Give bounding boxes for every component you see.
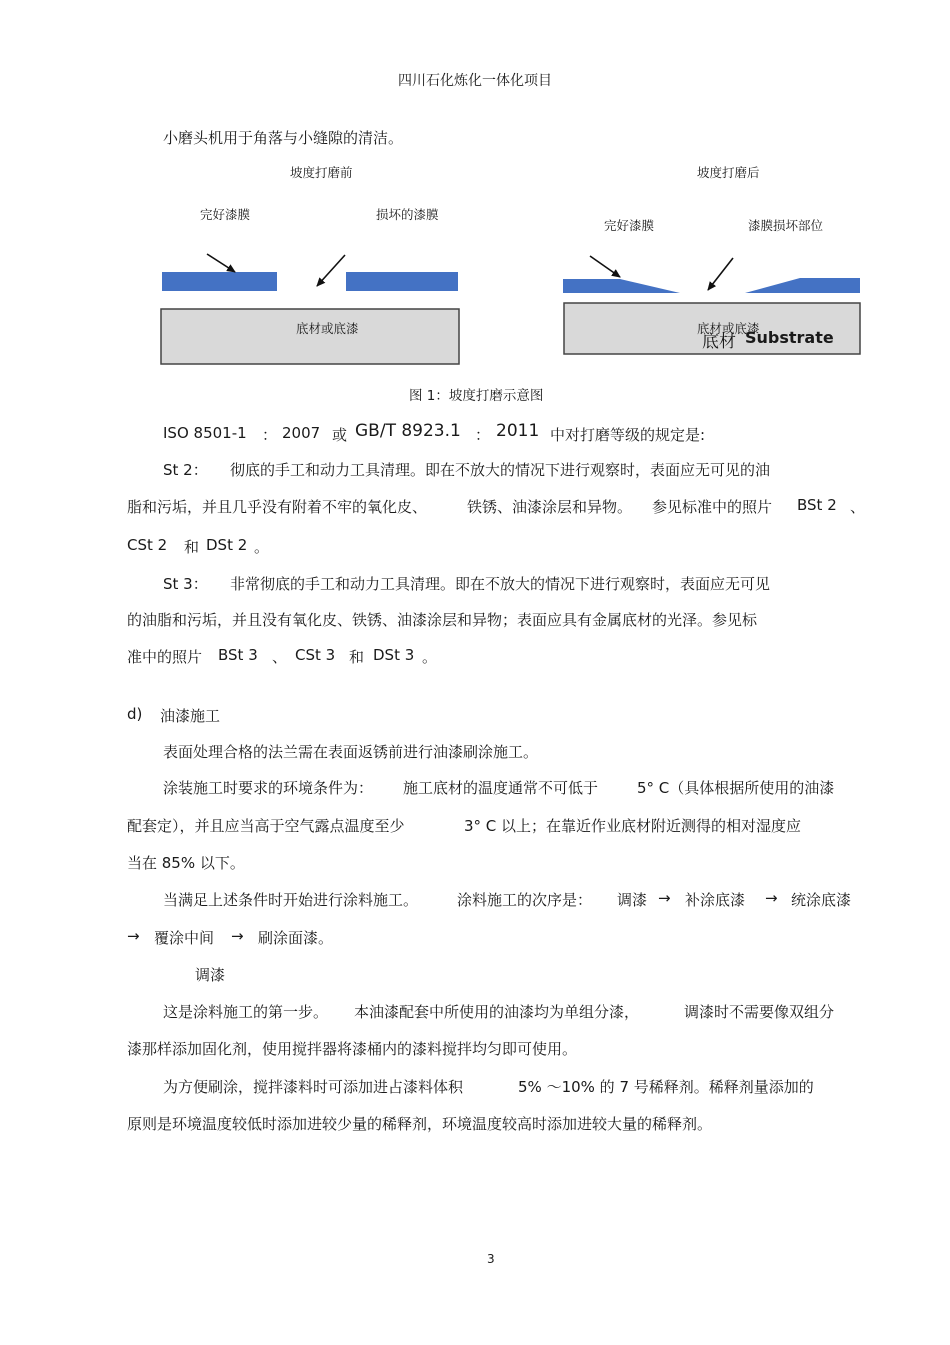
st2-period: 。: [254, 538, 270, 556]
st2-and: 和: [184, 538, 200, 556]
paragraph-4-a1: 这是涂料施工的第一步。: [163, 1003, 329, 1021]
paragraph-2-b2: 3° C 以上；在靠近作业底材附近测得的相对湿度应: [464, 817, 802, 835]
figure-right-substrate-label: 底材或底漆: [697, 321, 760, 336]
st2-ref-bst2: BSt 2: [797, 496, 837, 514]
section-d-title: 油漆施工: [160, 707, 221, 725]
arrow-bad-right: [708, 258, 733, 290]
st3-label: St 3：: [163, 575, 208, 593]
figure-right-label-bad: 漆膜损坏部位: [748, 218, 824, 233]
or-text: 或: [332, 426, 348, 444]
iso-year: 2007: [282, 424, 321, 442]
sequence-step-4: 覆涂中间: [154, 929, 215, 947]
st2-ref-dst2: DSt 2: [206, 536, 248, 554]
paragraph-2-c: 当在 85% 以下。: [127, 854, 245, 872]
st2-label: St 2：: [163, 461, 208, 479]
iso-standard-ref: ISO 8501-1: [163, 424, 247, 442]
figure-right-title: 坡度打磨后: [697, 165, 760, 180]
st2-text-2c: 参见标准中的照片: [652, 498, 773, 516]
sequence-step-1: 调漆: [617, 891, 648, 909]
paragraph-5-a2: 5% ～10% 的 7 号稀释剂。稀释剂量添加的: [518, 1078, 814, 1096]
sequence-step-3: 统涂底漆: [791, 891, 852, 909]
figure-left-substrate-label: 底材或底漆: [296, 321, 359, 336]
st3-text-2: 的油脂和污垢，并且没有氧化皮、铁锈、油漆涂层和异物；表面应具有金属底材的光泽。参见标: [127, 611, 758, 629]
st2-comma: 、: [850, 498, 866, 516]
st3-ref-dst3: DSt 3: [373, 646, 415, 664]
gb-colon: ：: [475, 426, 491, 444]
st2-text-2b: 铁锈、油漆涂层和异物。: [467, 498, 633, 516]
st3-and: 和: [349, 648, 365, 666]
paragraph-3-a1: 当满足上述条件时开始进行涂料施工。: [163, 891, 419, 909]
sequence-arrow-3: →: [127, 927, 140, 945]
paragraph-4-b: 漆那样添加固化剂，使用搅拌器将漆桶内的漆料搅拌均匀即可使用。: [127, 1040, 578, 1058]
arrow-good-right: [590, 256, 620, 277]
paragraph-2-a1: 涂装施工时要求的环境条件为：: [163, 779, 374, 797]
sequence-step-5: 刷涂面漆。: [258, 929, 334, 947]
figure-left-label-good: 完好漆膜: [200, 207, 251, 222]
figure-right-substrate-overlay-cn: 底材: [702, 332, 736, 352]
gb-standard-ref: GB/T 8923.1: [355, 421, 461, 441]
st3-text-1: 非常彻底的手工和动力工具清理。即在不放大的情况下进行观察时，表面应无可见: [230, 575, 771, 593]
paragraph-5-b: 原则是环境温度较低时添加进较少量的稀释剂，环境温度较高时添加进较大量的稀释剂。: [127, 1115, 713, 1133]
st3-period: 。: [422, 648, 438, 666]
st2-text-2a: 脂和污垢，并且几乎没有附着不牢的氧化皮、: [127, 498, 428, 516]
st3-ref-bst3: BSt 3: [218, 646, 258, 664]
paragraph-2-a3: 5° C（具体根据所使用的油漆: [637, 779, 835, 797]
section-d-label: d): [127, 705, 143, 723]
figure-left-title: 坡度打磨前: [290, 165, 353, 180]
iso-colon: ：: [262, 426, 278, 444]
figure-right-label-good: 完好漆膜: [604, 218, 655, 233]
paragraph-4-a3: 调漆时不需要像双组分: [684, 1003, 835, 1021]
paragraph-3-a2: 涂料施工的次序是：: [457, 891, 593, 909]
paragraph-1: 表面处理合格的法兰需在表面返锈前进行油漆刷涂施工。: [163, 743, 539, 761]
arrow-good-left: [207, 254, 235, 272]
sequence-arrow-1: →: [658, 889, 671, 907]
st3-ref-cst3: CSt 3: [295, 646, 336, 664]
intro-text: 小磨头机用于角落与小缝隙的清洁。: [163, 129, 404, 147]
sequence-step-2: 补涂底漆: [685, 891, 746, 909]
sequence-arrow-2: →: [765, 889, 778, 907]
sub-heading-mixing: 调漆: [195, 966, 226, 984]
figure-caption: 图 1：坡度打磨示意图: [409, 388, 544, 404]
figure-graphic: [0, 0, 950, 380]
page-number: 3: [487, 1252, 495, 1266]
figure-left-label-bad: 损坏的漆膜: [376, 207, 439, 222]
st3-text-3: 准中的照片: [127, 648, 203, 666]
paint-layer-good-left: [162, 272, 277, 291]
paint-layer-damaged-left: [346, 272, 458, 291]
st3-comma: 、: [272, 648, 288, 666]
st2-text-1: 彻底的手工和动力工具清理。即在不放大的情况下进行观察时，表面应无可见的油: [230, 461, 771, 479]
st2-ref-cst2: CSt 2: [127, 536, 168, 554]
arrow-bad-left: [317, 255, 345, 286]
page-header: 四川石化炼化一体化项目: [398, 73, 552, 89]
sequence-arrow-4: →: [231, 927, 244, 945]
paragraph-4-a2: 本油漆配套中所使用的油漆均为单组分漆，: [354, 1003, 640, 1021]
paragraph-2-b1: 配套定），并且应当高于空气露点温度至少: [127, 817, 405, 835]
paragraph-2-a2: 施工底材的温度通常不可低于: [403, 779, 599, 797]
paint-layer-tapered-right: [745, 278, 860, 293]
paragraph-5-a1: 为方便刷涂，搅拌漆料时可添加进占漆料体积: [163, 1078, 464, 1096]
iso-line-rest: 中对打磨等级的规定是:: [550, 426, 706, 444]
paint-layer-tapered-left: [563, 279, 680, 293]
gb-year: 2011: [496, 421, 540, 441]
figure-right-substrate-overlay-en: Substrate: [745, 328, 834, 347]
